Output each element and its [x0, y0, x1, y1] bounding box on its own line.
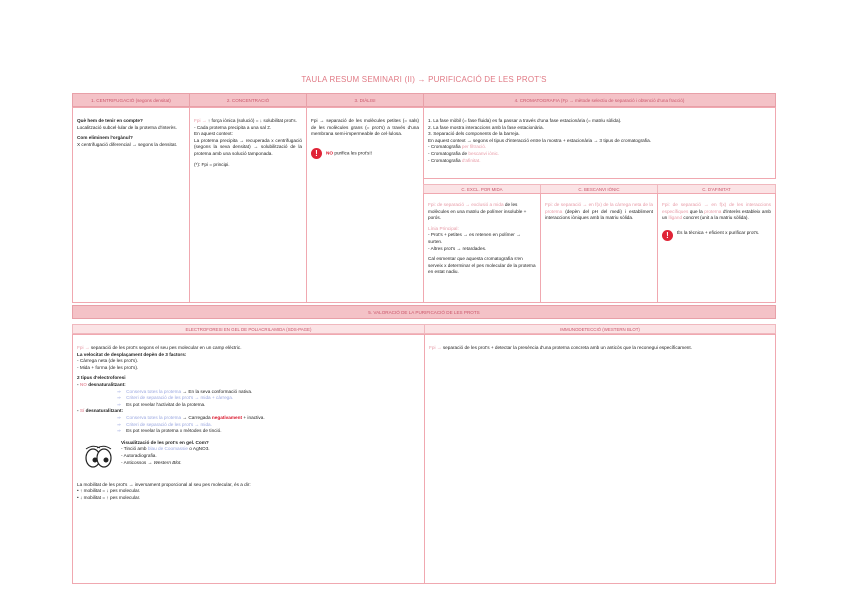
cromatografia-step-3: 3. Separació dels components de la barreja. — [428, 131, 520, 137]
mobility-rule-2: • ↓ mobilitat = ↑ pes molecular. — [77, 494, 141, 500]
afinitat-warning: ! És la tècnica + eficient x purificar prot's. — [662, 230, 771, 241]
subheader-afinitat: C. D'AFINITAT — [657, 184, 776, 194]
cell-western-blot — [424, 334, 776, 584]
cell-cromatografia — [423, 107, 776, 179]
cromatografia-step-2: 2. La fase mostra interaccions amb la fase estacionària. — [428, 124, 544, 130]
cromatografia-context: En aquest context → segons el tipus d'interacció entre la mostra + estacionària → 3 tipus de cromatografia. — [428, 137, 652, 143]
sds-desnat-3: ⇒ Es pot revelar la proteïna x mètodes de tinció. — [117, 428, 222, 434]
cromatografia-type-2: - Cromatografia de bescanvi iònic. — [428, 150, 500, 156]
subheader-sds-page: ELECTROFORESI EN GEL DE POLIACRILAMIDA (SDS-PAGE) — [72, 324, 425, 334]
visualization-list: Visualització de les prot's en gel. Com? - Tinció amb blau de Coomassie o AgNO3. - Autoradiografia. - Anticossos → Western Blot. — [121, 439, 210, 465]
exclusio-subtitle: Línia Principal: — [428, 225, 459, 231]
western-principle: Fpi → separació de les prot's + detectar la presència d'una proteïna concreta amb un anticòs que la reconegui específicament. — [429, 345, 693, 350]
dialisi-warning: ! NO purifica les prot's!! — [311, 148, 419, 159]
afinitat-principle: Fpi: de separació → en f(x) de les interaccions específiques que la proteïna d'interès estableix amb un lligand concret (unit a la matriu sòlida). — [662, 202, 771, 221]
concentracio-line-2: - Cada proteïna precipita a una sal ≠. — [194, 124, 272, 130]
header-dialisi: 3. DIÀLISI — [306, 93, 424, 107]
sds-type-no-desnat: - NO desnaturalitzant: — [77, 381, 126, 387]
exclusio-principle: Fpi: de separació → exclusió a mida de les molècules en una matriu de polímer insoluble + porós. — [428, 202, 527, 221]
concentracio-line-4: La proteïna precipita → recuperada x centrifugació (segons la seva densitat) → solubilització de la proteïna amb una solució tamponada. — [194, 137, 302, 156]
question-2: Com eliminem l'orgànul? — [77, 135, 133, 141]
sds-factors-title: La velocitat de desplaçament depèn de 3 factors: — [77, 351, 187, 357]
sds-factor-2: - Mida + forma (de les prot's). — [77, 364, 139, 370]
cell-bescanvi-ionic — [540, 193, 658, 303]
cell-exclusio-mida — [423, 193, 541, 303]
bescanvi-principle: Fpi: de separació → en f(x) de la càrrega neta de la proteïna (depèn del pH del medi) i establiment interaccions iòniques amb la matriu sòlida. — [545, 202, 653, 221]
cell-centrifugacio — [72, 107, 190, 303]
subheader-exclusio-mida: C. EXCL. POR MIDA — [423, 184, 541, 194]
visualization-item-2: - Autoradiografia. — [121, 452, 157, 458]
sds-types-title: 2 tipus d'electroforesi — [77, 375, 126, 381]
sds-desnat-2: ⇒ Criteri de separació de les prot's → mida. — [117, 421, 212, 427]
sds-factor-1: - Càrrega neta (de les prot's). — [77, 358, 139, 364]
subheader-western-blot: IMMUNODETECCIÓ (WESTERN BLOT) — [424, 324, 776, 334]
sds-no-desnat-2: ⇒ Criteri de separació de les prot's → mida + càrrega. — [117, 395, 234, 401]
question-1: Què hem de tenir en compte? — [77, 118, 143, 123]
concentracio-principle: Fpi → ↑ força iònica (solució) = ↓ solubilitat prot's. — [194, 118, 297, 123]
concentracio-line-3: En aquest context: — [194, 131, 233, 137]
header-valoracio: 5. VALORACIÓ DE LA PURIFICACIÓ DE LES PROTS — [72, 305, 776, 319]
page-title: TAULA RESUM SEMINARI (II) → PURIFICACIÓ DE LES PROT'S — [301, 75, 547, 84]
mobility-rule: La mobilitat de les prot's → inversament proporcional al seu pes molecular, és a dir: — [77, 481, 251, 487]
cell-sds-page — [72, 334, 425, 584]
header-centrifugacio: 1. CENTRIFUGACIÓ (segons densitat) — [72, 93, 190, 107]
cromatografia-type-1: - Cromatografia per filtració. — [428, 144, 487, 150]
cell-dialisi — [306, 107, 424, 303]
exclusio-line-4: - Altres prot's → retardades. — [428, 245, 487, 251]
cell-afinitat — [657, 193, 776, 303]
header-cromatografia: 4. CROMATOGRAFIA (Fp → mètode selectiu de separació i obtenció d'una fracció) — [423, 93, 776, 107]
warning-icon: ! — [662, 230, 673, 241]
subheader-bescanvi-ionic: C. BESCANVI IÒNIC — [540, 184, 658, 194]
cell-concentracio — [189, 107, 307, 303]
exclusio-line-3: - Prot's + petites → es retenen en polímer → surten. — [428, 232, 521, 244]
sds-principle: Fpi → separació de les prot's segons el seu pes molecular en un camp elèctric. — [77, 345, 242, 350]
answer-2: X centrifugació diferencial → segons la densitat. — [77, 141, 178, 147]
header-concentracio: 2. CONCENTRACIÓ — [189, 93, 307, 107]
concentracio-footnote: (*): Fpi = principi. — [194, 161, 230, 167]
sds-no-desnat-1: ⇒ Conserva totes la proteïna → En la seva conformació nativa. — [117, 388, 253, 394]
warning-icon: ! — [311, 148, 322, 159]
mobility-rule-1: • ↑ mobilitat = ↓ pes molecular. — [77, 488, 141, 494]
visualization-block — [77, 440, 420, 480]
cromatografia-type-3: - Cromatografia d'afinitat. — [428, 157, 481, 163]
cromatografia-step-1: 1. La fase mòbil (= fase fluida) es fa passar a través d'una fase estacionària (= matriu sòlida). — [428, 118, 622, 123]
visualization-item-1: - Tinció amb blau de Coomassie o AgNO3. — [121, 446, 210, 452]
visualization-item-3: - Anticossos → Western Blot. — [121, 459, 182, 465]
sds-type-desnat: - Sí desnaturalitzant: — [77, 408, 124, 414]
sds-desnat-1: ⇒ Conserva totes la proteïna → Carregada negativament + inactiva. — [117, 414, 265, 420]
sds-no-desnat-3: ⇒ Es pot revelar l'activitat de la proteïna. — [117, 401, 206, 407]
answer-1: Localització subcel·lular de la proteïna d'interès. — [77, 124, 177, 130]
dialisi-principle: Fpi → separació de les molècules petites (= sals) de les molècules grans (= prot's) a través d'una membrana semi-impermeable de cel·lulosa. — [311, 118, 419, 137]
eyes-icon — [83, 444, 113, 472]
exclusio-note: Cal esmentar que aquesta cromatografia s'en serveix x determinar el pes molecular de la proteïna en estat nadiu. — [428, 256, 536, 275]
